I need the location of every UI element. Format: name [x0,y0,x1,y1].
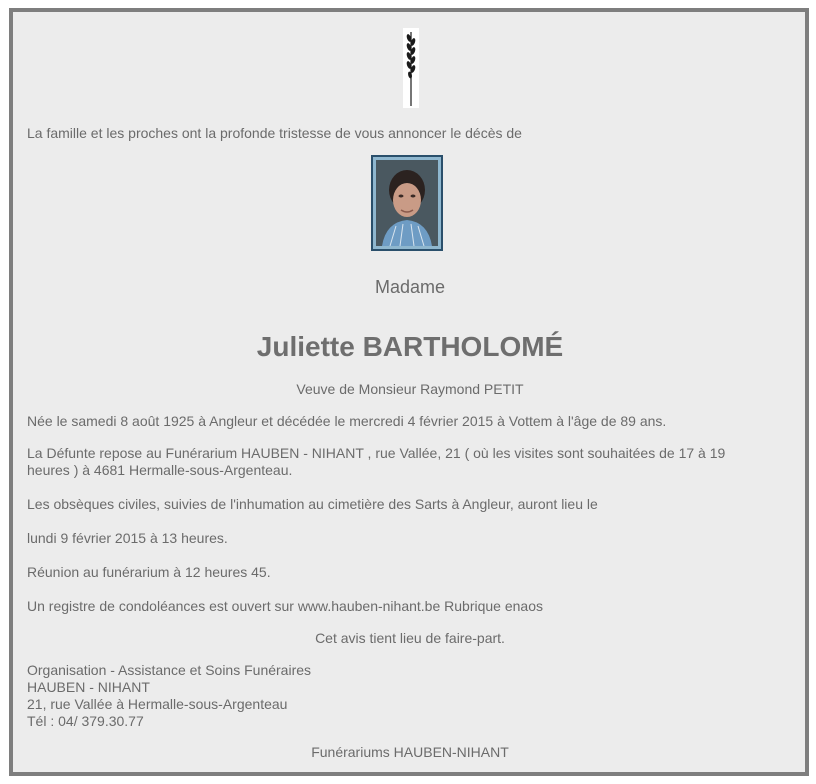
meeting-text: Réunion au funérarium à 12 heures 45. [27,564,271,580]
register-text: Un registre de condoléances est ouvert sur www.hauben-nihant.be Rubrique enaos [27,598,543,614]
organisation-phone: Tél : 04/ 379.30.77 [27,713,144,729]
wheat-ear-icon [403,28,419,108]
footer-text: Funérariums HAUBEN-NIHANT [311,744,509,760]
honorific: Madame [374,277,446,297]
organisation-name: HAUBEN - NIHANT [27,679,150,695]
widow-of-text: Veuve de Monsieur Raymond PETIT [296,381,524,397]
deceased-name: Juliette BARTHOLOMÉ [256,331,564,362]
organisation-block [27,662,767,730]
funeral-text: Les obsèques civiles, suivies de l'inhumation au cimetière des Sarts à Angleur, auront lieu le [27,496,598,512]
birth-death-text: Née le samedi 8 août 1925 à Angleur et décédée le mercredi 4 février 2015 à Vottem à l'âge de 89 ans. [27,413,667,429]
notice-text: Cet avis tient lieu de faire-part. [315,630,505,646]
portrait-photo [371,155,443,251]
organisation-line: Organisation - Assistance et Soins Funéraires [27,662,312,678]
death-notice-card [9,8,809,776]
funeral-date-text: lundi 9 février 2015 à 13 heures. [27,530,228,546]
rests-text: La Défunte repose au Funérarium HAUBEN - NIHANT , rue Vallée, 21 ( où les visites sont souhaitées de 17 à 19 heures ) à 4681 Hermalle-sous-Argenteau. [27,445,726,478]
intro-text: La famille et les proches ont la profonde tristesse de vous annoncer le décès de [27,125,522,141]
organisation-address: 21, rue Vallée à Hermalle-sous-Argenteau [27,696,288,712]
